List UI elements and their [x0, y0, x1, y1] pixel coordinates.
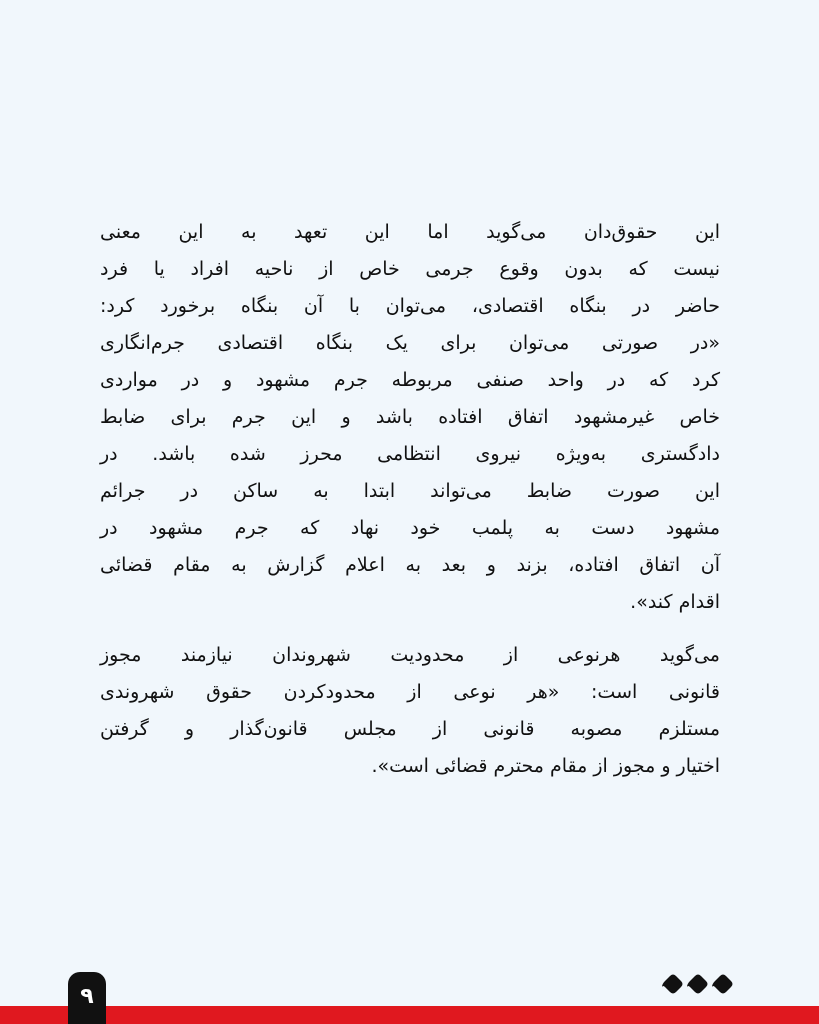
text-line: این صورت ضابط می‌تواند ابتدا به ساکن در جرائم: [100, 480, 720, 502]
text-line: حاضر در بنگاه اقتصادی، می‌توان با آن بنگاه برخورد کرد:: [100, 295, 720, 317]
text-line: مستلزم مصوبه قانونی از مجلس قانون‌گذار و گرفتن: [100, 718, 720, 740]
text-line: خاص غیرمشهود اتفاق افتاده باشد و این جرم برای ضابط: [100, 406, 720, 428]
three-diamonds-icon: [660, 972, 740, 1000]
text-line: دادگستری به‌ویژه نیروی انتظامی محرز شده باشد. در: [100, 443, 720, 465]
text-line: مشهود دست به پلمب خود نهاد که جرم مشهود در: [100, 517, 720, 539]
diamond-shape: [712, 975, 733, 994]
footer-accent-bar: [0, 1006, 819, 1024]
text-line: کرد که در واحد صنفی مربوطه جرم مشهود و در مواردی: [100, 369, 720, 391]
paragraph-2: [100, 637, 720, 785]
paragraph-1: [100, 214, 720, 621]
diamond-shape: [687, 975, 708, 994]
text-line: آن اتفاق افتاده، بزند و بعد به اعلام گزارش به مقام قضائی: [100, 554, 720, 576]
text-line: می‌گوید هرنوعی از محدودیت شهروندان نیازمند مجوز: [100, 644, 720, 666]
text-line: این حقوق‌دان می‌گوید اما این تعهد به این معنی: [100, 221, 720, 243]
diamond-shape: [662, 975, 683, 994]
text-line: نیست که بدون وقوع جرمی خاص از ناحیه افراد یا فرد: [100, 258, 720, 280]
text-line: قانونی است: «هر نوعی از محدودکردن حقوق شهروندی: [100, 681, 720, 703]
text-line: اقدام کند».: [630, 591, 720, 613]
text-line: «در صورتی می‌توان برای یک بنگاه اقتصادی جرم‌انگاری: [100, 332, 720, 354]
text-line: اختیار و مجوز از مقام محترم قضائی است».: [371, 755, 720, 777]
article-body: [100, 214, 720, 785]
page-number: ۹: [68, 972, 106, 1024]
